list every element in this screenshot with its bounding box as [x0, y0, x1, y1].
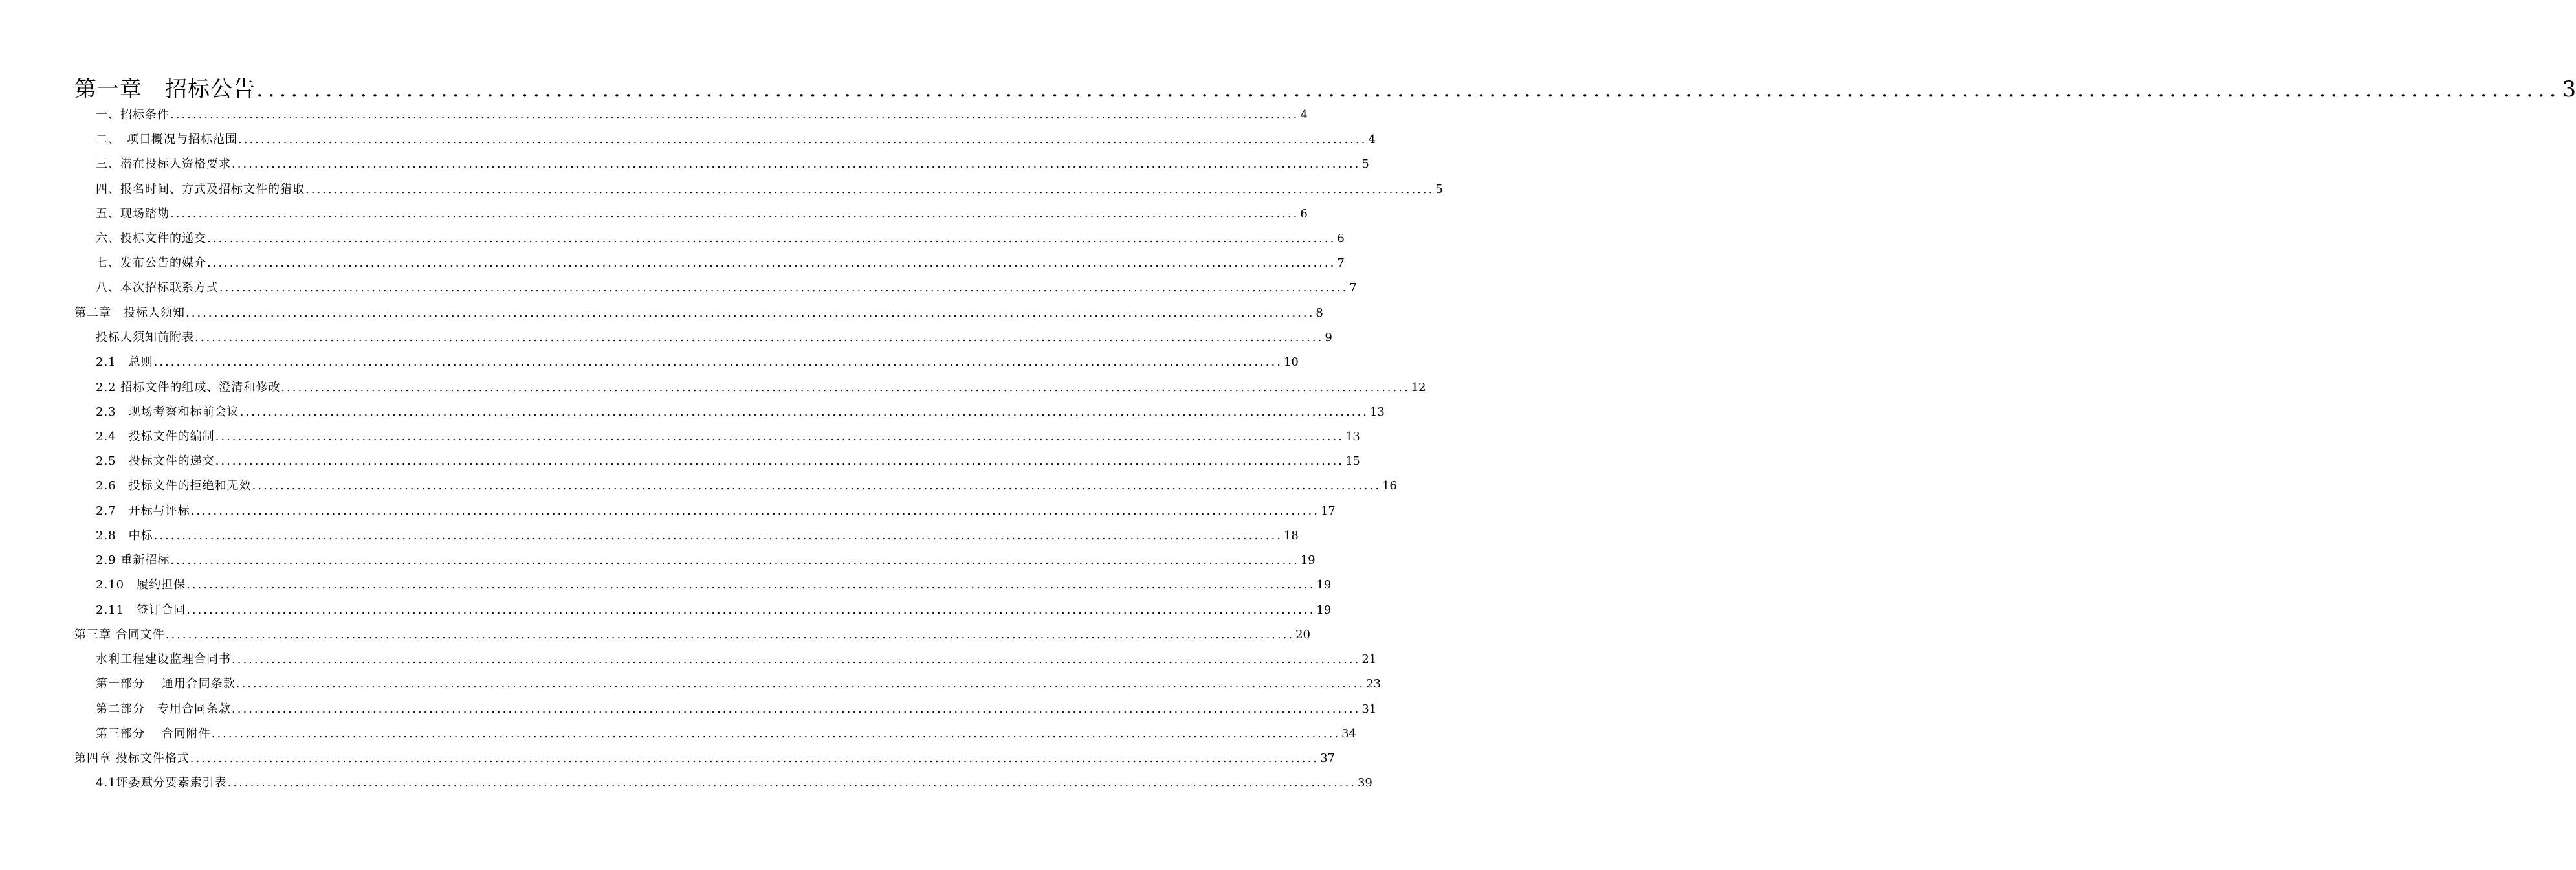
- toc-entry[interactable]: [96, 130, 1376, 147]
- toc-entry[interactable]: [96, 774, 1372, 790]
- toc-entry[interactable]: [96, 452, 1360, 469]
- toc-leader-dots: ........................................................................................................................................................................................................: [170, 207, 1299, 221]
- toc-entry[interactable]: [96, 403, 1385, 419]
- toc-leader-dots: ........................................................................................................................................................................................................: [232, 652, 1361, 666]
- toc-entry-title: 2.3 现场考察和标前会议: [96, 405, 239, 419]
- toc-entry-page: 39: [1357, 776, 1372, 790]
- toc-entry[interactable]: [96, 353, 1299, 370]
- toc-entry-title: 第一章 招标公告: [74, 76, 256, 102]
- toc-entry[interactable]: [96, 650, 1377, 667]
- toc-entry-page: 34: [1341, 727, 1356, 741]
- toc-leader-dots: ........................................................................................................................................................................................................: [165, 628, 1295, 641]
- toc-entry[interactable]: [96, 526, 1299, 543]
- toc-entry-page: 21: [1361, 652, 1377, 666]
- toc-entry[interactable]: [96, 328, 1332, 345]
- toc-leader-dots: ........................................................................................................................................................................................................: [281, 381, 1410, 394]
- toc-entry-title: 第四章 投标文件格式: [74, 752, 190, 765]
- toc-entry-page: 16: [1382, 479, 1397, 493]
- toc-entry-title: 第二部分 专用合同条款: [96, 702, 231, 716]
- toc-entry[interactable]: [96, 675, 1381, 691]
- toc-entry-page: 13: [1369, 405, 1385, 419]
- toc-entry-page: 10: [1283, 355, 1299, 369]
- toc-leader-dots: ........................................................................................................................................................................................................: [207, 232, 1336, 245]
- toc-entry-page: 15: [1345, 454, 1360, 468]
- toc-entry-page: 3: [2562, 76, 2576, 102]
- toc-entry-title: 2.11 签订合同: [96, 603, 186, 617]
- toc-entry[interactable]: [96, 700, 1377, 717]
- toc-entry-title: 水利工程建设监理合同书: [96, 652, 231, 666]
- toc-entry-title: 第二章 投标人须知: [74, 306, 185, 320]
- toc-entry-page: 5: [1435, 183, 1443, 196]
- toc-leader-dots: ........................................................................................................................................................................................................: [170, 553, 1299, 567]
- toc-entry-page: 7: [1349, 281, 1357, 295]
- toc-entry[interactable]: [96, 205, 1308, 221]
- toc-leader-dots: ........................................................................................................................................................................................................: [190, 752, 1319, 765]
- toc-leader-dots: ........................................................................................................................................................................................................: [215, 454, 1344, 468]
- toc-entry-title: 2.8 中标: [96, 529, 153, 542]
- toc-entry[interactable]: [96, 106, 1308, 122]
- toc-entry-page: 31: [1361, 702, 1377, 716]
- toc-entry-page: 19: [1316, 603, 1332, 617]
- toc-entry-title: 2.4 投标文件的编制: [96, 430, 215, 443]
- toc-leader-dots: ........................................................................................................................................................................................................: [186, 306, 1315, 320]
- toc-entry[interactable]: [96, 575, 1332, 592]
- toc-leader-dots: ........................................................................................................................................................................................................: [195, 331, 1324, 344]
- toc-leader-dots: ........................................................................................................................................................................................................: [207, 256, 1336, 270]
- toc-entry-title: 2.10 履约担保: [96, 578, 186, 592]
- toc-entry[interactable]: [96, 278, 1357, 295]
- toc-entry-title: 四、报名时间、方式及招标文件的猎取: [96, 183, 305, 196]
- toc-leader-dots: ........................................................................................................................................................................................................: [232, 157, 1361, 171]
- toc-leader-dots: ........................................................................................................................................................................................................: [252, 479, 1381, 493]
- toc-entry-title: 第一部分 通用合同条款: [96, 677, 236, 691]
- toc-entry[interactable]: [96, 476, 1397, 493]
- toc-entry-page: 12: [1411, 381, 1426, 394]
- toc-entry-chapter-1[interactable]: [74, 71, 2576, 103]
- toc-entry-page: 6: [1300, 207, 1308, 221]
- toc-entry-title: 第三章 合同文件: [74, 628, 165, 641]
- toc-leader-dots: ........................................................................................................................................................................................................: [236, 677, 1365, 691]
- toc-entry-title: 2.5 投标文件的递交: [96, 454, 215, 468]
- toc-leader-dots: ........................................................................................................................................................................................................: [186, 578, 1316, 592]
- toc-entry-page: 19: [1316, 578, 1332, 592]
- toc-entry-title: 六、投标文件的递交: [96, 232, 206, 245]
- toc-entry-page: 5: [1361, 157, 1369, 171]
- toc-leader-dots: ........................................................................................................................................................................................................: [227, 776, 1356, 790]
- toc-entry[interactable]: [96, 427, 1360, 444]
- toc-entry-page: 23: [1366, 677, 1381, 691]
- toc-entry[interactable]: [96, 180, 1443, 197]
- toc-entry-page: 4: [1368, 133, 1376, 146]
- toc-leader-dots: ........................................................................................................................................................................................................: [190, 504, 1319, 518]
- toc-leader-dots: ........................................................................................................................................................................................................: [153, 355, 1282, 369]
- toc-leader-dots: ........................................................................................................................................................................................................: [170, 108, 1299, 122]
- toc-entry[interactable]: [96, 155, 1369, 172]
- toc-entry-title: 2.6 投标文件的拒绝和无效: [96, 479, 252, 493]
- toc-entry[interactable]: [96, 601, 1332, 618]
- toc-entry-page: 18: [1283, 529, 1299, 542]
- toc-entry-page: 17: [1320, 504, 1336, 518]
- toc-entry-page: 37: [1320, 752, 1335, 765]
- toc-entry[interactable]: [96, 254, 1345, 271]
- toc-entry[interactable]: [96, 378, 1426, 395]
- toc-entry[interactable]: [96, 551, 1316, 568]
- toc-leader-dots: ........................................................................................................................................................................................................: [219, 281, 1349, 295]
- toc-entry-title: 五、现场踏勘: [96, 207, 170, 221]
- toc-leader-dots: ........................................................................................................................................................................................................: [215, 430, 1344, 443]
- toc-leader-dots: ........................................................................................................................................................................................................: [256, 76, 2561, 102]
- toc-entry-title: 七、发布公告的媒介: [96, 256, 206, 270]
- toc-leader-dots: ........................................................................................................................................................................................................: [238, 133, 1367, 146]
- toc-entry-title: 一、招标条件: [96, 108, 170, 122]
- toc-entry-page: 20: [1295, 628, 1310, 641]
- toc-entry-page: 7: [1337, 256, 1345, 270]
- toc-entry-page: 4: [1300, 108, 1308, 122]
- toc-entry-title: 2.9 重新招标: [96, 553, 170, 567]
- toc-entry-title: 第三部分 合同附件: [96, 727, 211, 741]
- toc-entry-page: 19: [1300, 553, 1316, 567]
- toc-entry-title: 2.7 开标与评标: [96, 504, 190, 518]
- toc-entry-page: 9: [1325, 331, 1332, 344]
- toc-leader-dots: ........................................................................................................................................................................................................: [211, 727, 1341, 741]
- toc-leader-dots: ........................................................................................................................................................................................................: [305, 183, 1435, 196]
- toc-entry-chapter-4[interactable]: [74, 749, 1335, 766]
- toc-entry-page: 8: [1316, 306, 1323, 320]
- toc-entry-page: 6: [1337, 232, 1345, 245]
- toc-leader-dots: ........................................................................................................................................................................................................: [186, 603, 1316, 617]
- toc-entry[interactable]: [96, 229, 1345, 246]
- toc-entry[interactable]: [96, 724, 1356, 741]
- toc-leader-dots: ........................................................................................................................................................................................................: [232, 702, 1361, 716]
- toc-entry-title: 八、本次招标联系方式: [96, 281, 219, 295]
- toc-entry-title: 二、 项目概况与招标范围: [96, 133, 237, 146]
- toc-entry-title: 三、潜在投标人资格要求: [96, 157, 231, 171]
- toc-entry-title: 2.1 总则: [96, 355, 153, 369]
- toc-entry-title: 4.1评委赋分要素索引表: [96, 776, 227, 790]
- toc-entry-title: 投标人须知前附表: [96, 331, 194, 344]
- toc-entry-page: 13: [1345, 430, 1360, 443]
- toc-entry[interactable]: [96, 502, 1336, 519]
- toc-entry-chapter-3[interactable]: [74, 625, 1310, 642]
- toc-entry-chapter-2[interactable]: [74, 304, 1323, 320]
- toc-entry-title: 2.2 招标文件的组成、澄清和修改: [96, 381, 281, 394]
- toc-leader-dots: ........................................................................................................................................................................................................: [239, 405, 1369, 419]
- toc-leader-dots: ........................................................................................................................................................................................................: [153, 529, 1282, 542]
